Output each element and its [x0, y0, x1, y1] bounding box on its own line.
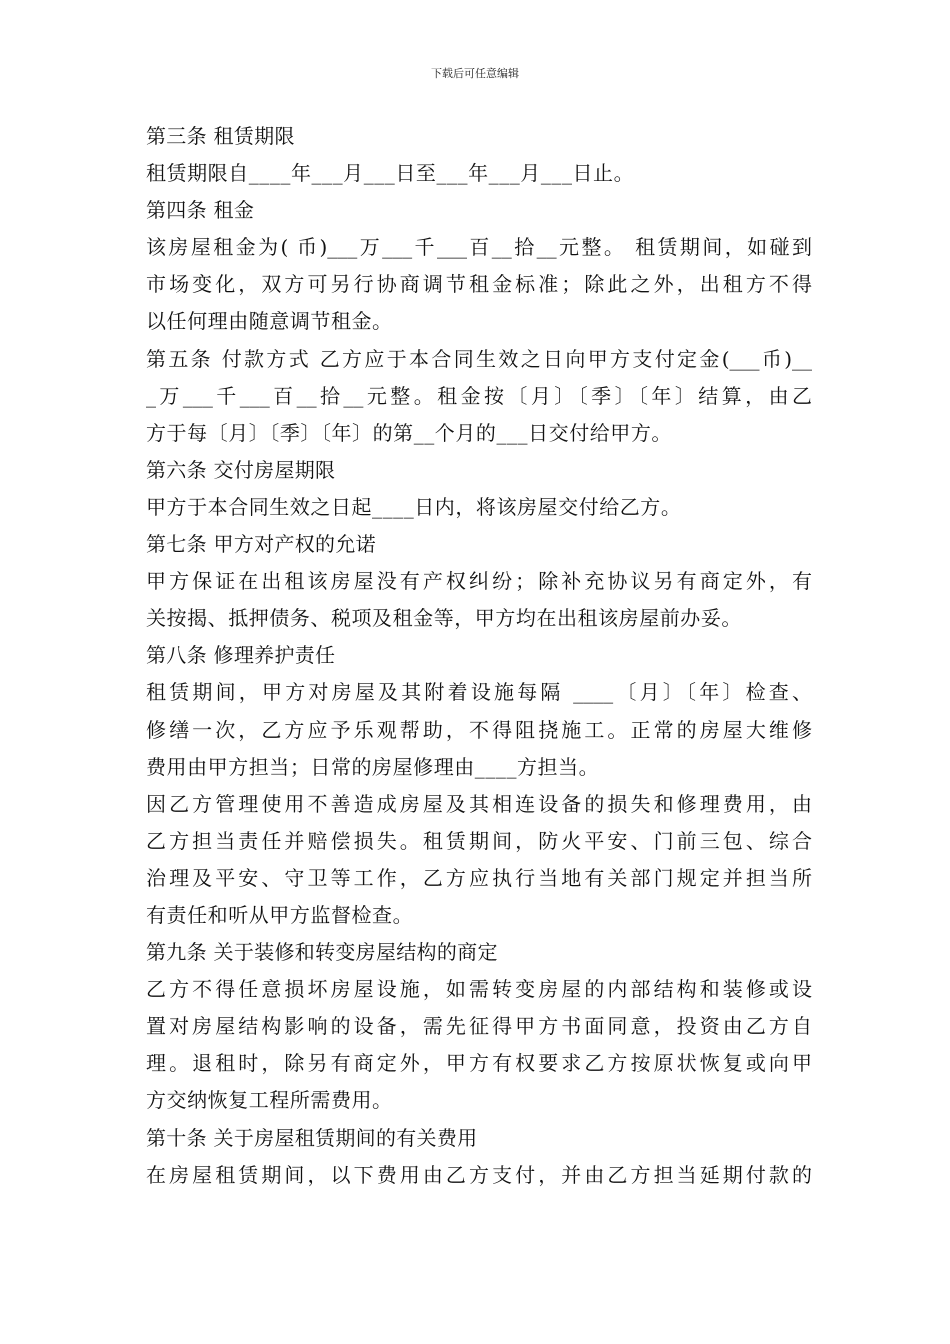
article-4-text-line: 以任何理由随意调节租金。 [146, 309, 393, 334]
article-9-text-line: 方交纳恢复工程所需费用。 [146, 1088, 393, 1113]
article-7-text-line: 甲方保证在出租该房屋没有产权纠纷；除补充协议另有商定外，有 [146, 569, 812, 594]
article-8-text-line: 修缮一次，乙方应予乐观帮助，不得阻挠施工。正常的房屋大维修 [146, 717, 812, 742]
article-9-heading: 第九条 关于装修和转变房屋结构的商定 [146, 940, 498, 965]
article-3-text-line: 租赁期限自____年___月___日至___年___月___日止。 [146, 161, 635, 186]
article-5-text-line: _万___千___百__拾__元整。租金按〔月〕〔季〕〔年〕结算，由乙 [146, 383, 812, 408]
article-9-text-line: 置对房屋结构影响的设备，需先征得甲方书面同意，投资由乙方自 [146, 1014, 812, 1039]
document-body [146, 118, 812, 1194]
article-4-text-line: 该房屋租金为( 币)___万___千___百__拾__元整。 租赁期间，如碰到 [146, 235, 812, 260]
article-7-text-line: 关按揭、抵押债务、税项及租金等，甲方均在出租该房屋前办妥。 [146, 606, 742, 631]
article-5-text-line: 第五条 付款方式 乙方应于本合同生效之日向甲方支付定金(___币)__ [146, 346, 812, 371]
page-header-note: 下载后可任意编辑 [431, 67, 519, 80]
article-8-text-line: 因乙方管理使用不善造成房屋及其相连设备的损失和修理费用，由 [146, 791, 812, 816]
article-10-heading: 第十条 关于房屋租赁期间的有关费用 [146, 1125, 478, 1150]
article-8-text-line: 租赁期间，甲方对房屋及其附着设施每隔 ____〔月〕〔年〕检查、 [146, 680, 812, 705]
article-6-heading: 第六条 交付房屋期限 [146, 457, 336, 482]
article-4-text-line: 市场变化，双方可另行协商调节租金标准；除此之外，出租方不得 [146, 272, 812, 297]
article-8-text-line: 有责任和听从甲方监督检查。 [146, 902, 414, 927]
article-8-text-line: 乙方担当责任并赔偿损失。租赁期间，防火平安、门前三包、综合 [146, 828, 812, 853]
article-6-text-line: 甲方于本合同生效之日起____日内，将该房屋交付给乙方。 [146, 494, 682, 519]
article-7-heading: 第七条 甲方对产权的允诺 [146, 532, 376, 557]
article-9-text-line: 乙方不得任意损坏房屋设施，如需转变房屋的内部结构和装修或设 [146, 977, 812, 1002]
article-9-text-line: 理。退租时，除另有商定外，甲方有权要求乙方按原状恢复或向甲 [146, 1051, 812, 1076]
article-5-text-line: 方于每〔月〕〔季〕〔年〕的第__个月的___日交付给甲方。 [146, 420, 672, 445]
article-8-text-line: 费用由甲方担当；日常的房屋修理由____方担当。 [146, 754, 600, 779]
article-8-heading: 第八条 修理养护责任 [146, 643, 336, 668]
article-8-text-line: 治理及平安、守卫等工作，乙方应执行当地有关部门规定并担当所 [146, 865, 812, 890]
article-4-heading: 第四条 租金 [146, 198, 255, 223]
article-3-heading: 第三条 租赁期限 [146, 124, 295, 148]
article-10-text-line: 在房屋租赁期间，以下费用由乙方支付，并由乙方担当延期付款的 [146, 1162, 812, 1187]
